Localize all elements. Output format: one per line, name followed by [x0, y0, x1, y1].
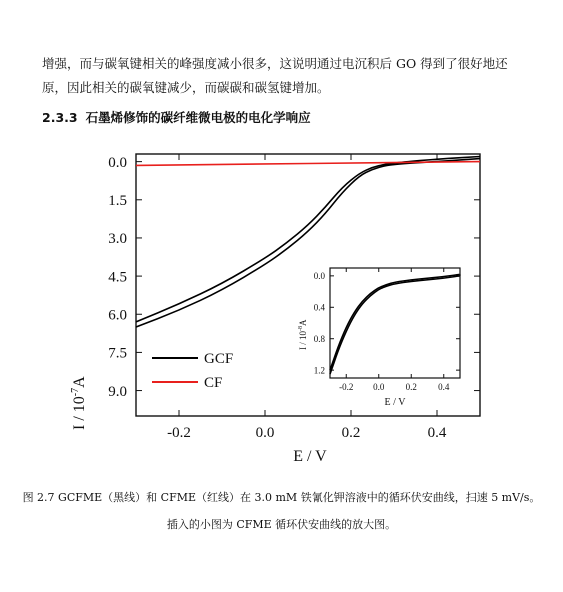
y-tick-label: 1.2: [313, 365, 325, 376]
x-tick-label: 0.0: [255, 425, 275, 441]
chart-legend: [152, 351, 233, 391]
cv-figure: [0, 140, 563, 470]
x-tick-label: 0.2: [341, 425, 361, 441]
paragraph-line: 增强，而与碳氧键相关的峰强度减小很多，这说明通过电沉积后 GO 得到了很好地还: [42, 56, 508, 71]
x-tick-label: 0.4: [427, 425, 447, 441]
y-tick-label: 3.0: [108, 231, 127, 248]
y-tick-label: 0.4: [313, 302, 325, 313]
y-tick-label: 0.0: [108, 154, 127, 171]
inset-y-axis-label: I / $10^{-8}A$: [298, 319, 308, 350]
y-tick-label: 7.5: [108, 345, 127, 362]
paragraph-line: 原，因此相关的碳氧键减少，而碳碳和碳氢键增加。: [42, 80, 330, 95]
section-number: 2.3.3: [42, 110, 78, 125]
body-paragraph: [42, 52, 542, 100]
x-tick-label: -0.2: [167, 425, 191, 441]
main-y-axis-label: I / $10^{-7}A$: [70, 376, 88, 430]
y-tick-label: 1.5: [108, 193, 127, 210]
series-line: [136, 162, 480, 166]
y-tick-label: 0.8: [313, 333, 325, 344]
y-tick-label: 0.0: [313, 271, 325, 282]
y-tick-label: 6.0: [108, 307, 127, 324]
figure-caption-line1: 图 2.7 GCFME（黑线）和 CFME（红线）在 3.0 mM 铁氰化钾溶液中的循环伏安曲线，扫速 5 mV/s。: [22, 491, 541, 504]
y-tick-label: 9.0: [108, 383, 127, 400]
inset-x-axis-label: E / V: [384, 397, 406, 408]
legend-label-gcf: GCF: [204, 351, 234, 367]
x-tick-label: 0.4: [438, 382, 450, 392]
figure-caption-line2: 插入的小图为 CFME 循环伏安曲线的放大图。: [166, 518, 397, 531]
x-tick-label: 0.0: [373, 382, 385, 392]
section-heading: [42, 108, 311, 126]
x-tick-label: -0.2: [339, 382, 354, 392]
legend-label-cf: CF: [204, 375, 223, 391]
section-title: 石墨烯修饰的碳纤维微电极的电化学响应: [85, 110, 311, 125]
main-x-axis-label: E / V: [293, 448, 327, 465]
x-tick-label: 0.2: [405, 382, 417, 392]
y-tick-label: 4.5: [108, 269, 127, 286]
